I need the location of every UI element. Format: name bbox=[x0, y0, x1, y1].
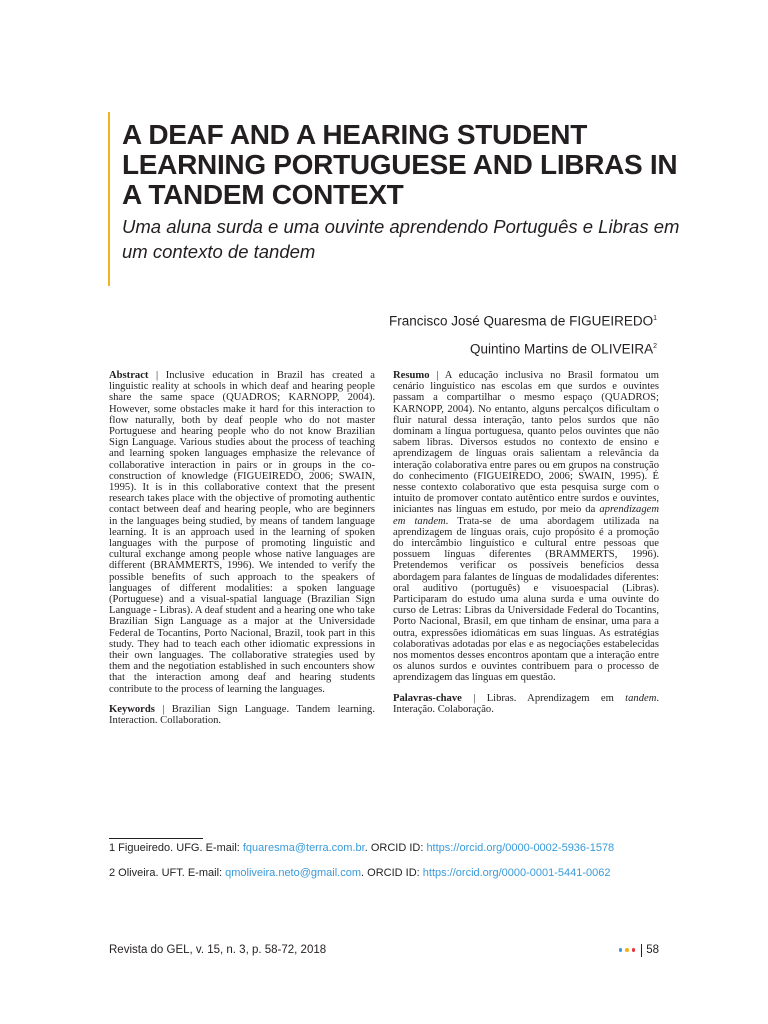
orcid-link[interactable]: https://orcid.org/0000-0002-5936-1578 bbox=[426, 842, 615, 854]
author-list bbox=[389, 306, 657, 361]
abstract-text: Inclusive education in Brazil has created a linguistic reality at schools in which deaf and hearing people share the same space (QUADROS; KARNOPP, 2004). However, some obstacles make it hard for this interaction to flow naturally, both by deaf people who do not master Portuguese and hearing people who do not know Brazilian Sign Language. Various studies about the process of teaching and learning spoken languages emphasize the relevance of collaborative interaction in pairs or in groups in the co-construction of knowledge (FIGUEIREDO, 2006; SWAIN, 1995). It is in this collaborative context that the present research takes place with the objective of promoting authentic contact between deaf and hearing people, who are beginners in the languages being studied, by means of tandem language learning. It is an approach used in the learning of spoken languages with the purpose of promoting linguistic and cultural exchange among people whose native languages are different (BRAMMERTS, 1996). We intended to verify the possible benefits of such approach to the speakers of languages of different modalities: a spoken language (Portuguese) and a visual-spatial language (Brazilian Sign Language - Libras). A deaf student and a hearing one who take Brazilian Sign Language as a major at the Universidade Federal de Tocantins, Porto Nacional, Brazil, took part in this study. They had to teach each other idiomatic expressions in their own languages. The collaborative strategies used by them and the negotiation established in such encounters show that the interaction among deaf and hearing students contribute to the process of learning the languages. bbox=[109, 370, 375, 695]
title-accent-bar bbox=[108, 112, 110, 286]
separator: | bbox=[429, 370, 445, 381]
orcid-link[interactable]: https://orcid.org/0000-0001-5441-0062 bbox=[422, 866, 611, 879]
keywords bbox=[109, 704, 375, 726]
article-subtitle: Uma aluna surda e uma ouvinte aprendendo Português e Libras em um contexto de tandem bbox=[122, 216, 680, 262]
page-number-group bbox=[619, 942, 659, 958]
journal-citation: Revista do GEL, v. 15, n. 3, p. 58-72, 2018 bbox=[109, 944, 327, 956]
resumo bbox=[393, 370, 659, 684]
author-name: Francisco José Quaresma de FIGUEIREDO bbox=[389, 313, 654, 329]
footnote-mark: 2 bbox=[653, 342, 657, 350]
palavras-text: Libras. Aprendizagem em bbox=[486, 692, 626, 704]
resumo-column bbox=[393, 370, 659, 715]
resumo-text: A educação inclusiva no Brasil formatou um cenário linguístico nas escolas em que surdos e ouvintes passam a compartilhar o mesmo espaço (QUADROS; KARNOPP, 2004). No entanto, alguns percalços dificultam o fluir natural dessa interação, tanto pelos surdos que não dominam a língua portuguesa, quanto pelos ouvintes que não sabem libras. Diversos estudos no contexto de ensino e aprendizagem de línguas orais salientam a relevância da interação colaborativa entre pares ou em grupos na construção do conhecimento (FIGUEIREDO, 2006; SWAIN, 1995). É nesse contexto colaborativo que esta pesquisa surge com o intuito de promover contato autêntico entre surdos e ouvintes, iniciantes nas línguas em estudo, por meio da bbox=[393, 370, 659, 516]
abstract bbox=[109, 370, 375, 695]
separator: | bbox=[461, 692, 487, 704]
separator: | bbox=[154, 703, 172, 715]
page-footer bbox=[109, 942, 659, 958]
resumo-italic: aprendizagem em tandem bbox=[393, 504, 659, 527]
footnote-1 bbox=[109, 842, 659, 855]
footnote-2 bbox=[109, 867, 659, 880]
abstract-label: Abstract bbox=[109, 370, 149, 381]
article-title: A DEAF AND A HEARING STUDENT LEARNING PORTUGUESE AND LIBRAS IN A TANDEM CONTEXT bbox=[122, 119, 678, 210]
dot-red bbox=[632, 948, 636, 952]
palavras-label: Palavras-chave bbox=[393, 692, 462, 704]
palavras-italic: tandem bbox=[625, 692, 657, 704]
abstract-column bbox=[109, 370, 375, 726]
palavras-text-cont: . Interação. Colaboração. bbox=[393, 692, 660, 715]
resumo-text-cont: . Trata-se de uma abordagem utilizada na aprendizagem de línguas orais, cujo propósito é a promoção do intercâmbio linguístico e cultural entre pessoas que possuem línguas diferentes (BRAMMERTS, 1996). Pretendemos verificar os possíveis benefícios dessa abordagem para falantes de línguas de modalidades diferentes: oral auditivo (português) e visuoespacial (Libras). Participaram do estudo uma aluna surda e uma ouvinte do curso de Letras: Libras da Universidade Federal do Tocantins, Porto Nacional, Brasil, em que tinham de ensinar, uma para a outra, expressões idiomáticas em suas línguas. As estratégias colaborativas adotadas por elas e as negociações estabelecidas nos momentos desses encontros apontam que a interação entre os alunos surdos e ouvintes contribuem para o processo de aprendizagem das línguas em questão. bbox=[393, 515, 659, 684]
footer-separator bbox=[641, 944, 642, 957]
resumo-label: Resumo bbox=[393, 370, 430, 381]
separator: | bbox=[148, 370, 166, 381]
email-link[interactable]: fquaresma@terra.com.br bbox=[242, 842, 365, 854]
dot-yellow bbox=[625, 948, 629, 952]
email-link[interactable]: qmoliveira.neto@gmail.com bbox=[225, 866, 362, 879]
footnote-mark: 1 bbox=[653, 315, 657, 322]
footnote-prefix: 1 Figueiredo. UFG. E-mail: bbox=[109, 842, 243, 854]
footnote-prefix: 2 Oliveira. UFT. E-mail: bbox=[109, 866, 226, 879]
orcid-label: . ORCID ID: bbox=[364, 842, 427, 854]
dot-blue bbox=[619, 948, 623, 952]
page-number: 58 bbox=[646, 944, 659, 956]
orcid-label: . ORCID ID: bbox=[361, 866, 423, 879]
footnotes bbox=[109, 842, 659, 891]
author-name: Quintino Martins de OLIVEIRA bbox=[470, 341, 654, 356]
keywords-text: Brazilian Sign Language. Tandem learning. Interaction. Collaboration. bbox=[109, 703, 375, 727]
keywords-label: Keywords bbox=[109, 703, 155, 715]
author-1 bbox=[389, 306, 657, 334]
footnote-rule bbox=[109, 838, 203, 839]
decorative-dots bbox=[619, 948, 636, 952]
author-2 bbox=[389, 334, 657, 362]
palavras-chave bbox=[393, 693, 659, 715]
